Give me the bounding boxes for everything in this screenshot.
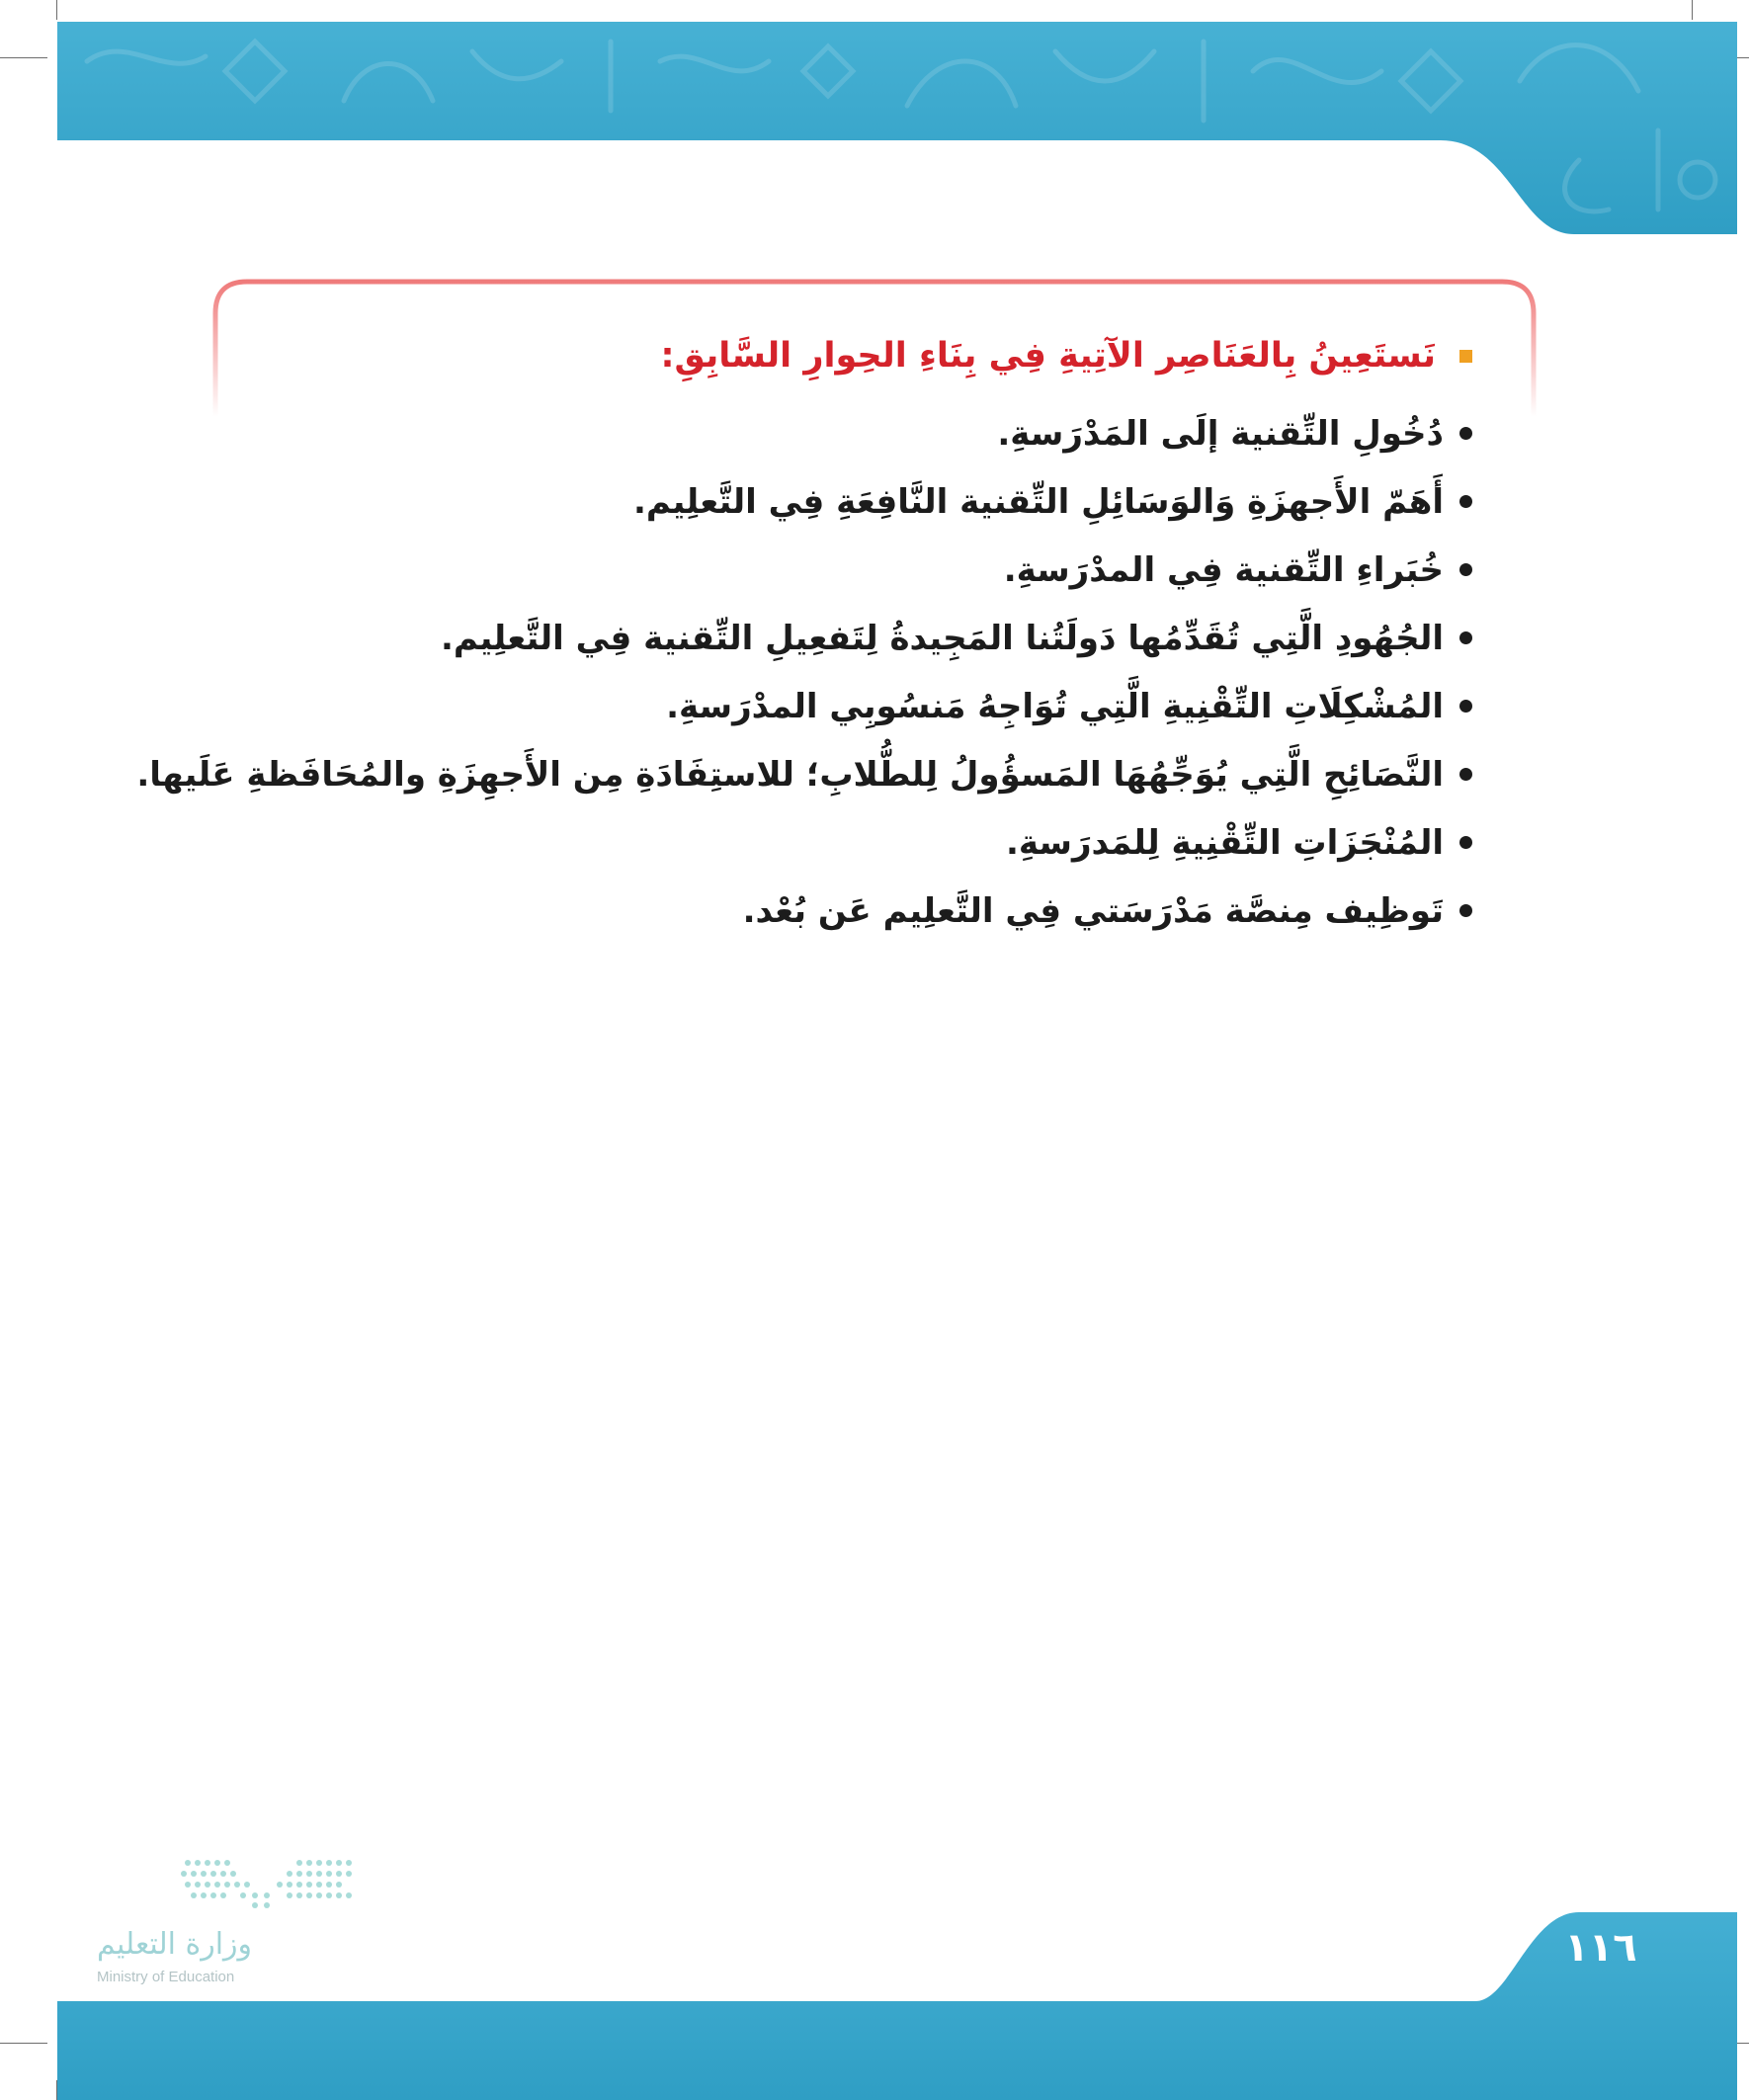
list-item xyxy=(296,877,1472,945)
lesson-content xyxy=(136,326,1472,945)
list-item-text: دُخُولِ التِّقنية إلَى المَدْرَسةِ. xyxy=(997,413,1444,454)
crop-mark xyxy=(0,2043,47,2044)
crop-mark xyxy=(56,0,57,20)
list-item xyxy=(296,672,1472,740)
bullet-icon xyxy=(1459,904,1472,917)
list-item-text: المُنْجَزَاتِ التِّقْنِيةِ لِلمَدرَسةِ. xyxy=(1005,822,1444,863)
points-list xyxy=(136,399,1472,945)
bullet-icon xyxy=(1459,631,1472,644)
list-item xyxy=(296,399,1472,467)
bullet-icon xyxy=(1459,427,1472,440)
bullet-icon xyxy=(1459,495,1472,508)
bullet-icon xyxy=(1459,563,1472,576)
square-bullet-icon xyxy=(1459,350,1472,363)
list-item-text: أَهَمّ الأَجهزَةِ وَالوَسَائِلِ التِّقنية النَّافِعَةِ فِي التَّعلِيم. xyxy=(632,481,1444,522)
ministry-name-arabic: وزارة التعليم xyxy=(97,1927,253,1962)
intro-heading-text: نَستَعِينُ بِالعَنَاصِر الآتِيةِ فِي بِنَاءِ الحِوارِ السَّابِقِ: xyxy=(660,336,1436,376)
list-item xyxy=(296,536,1472,604)
header-band xyxy=(57,22,1737,234)
page-number: ١١٦ xyxy=(1564,1925,1637,1971)
list-item-text: خُبَراءِ التِّقنية فِي المدْرَسةِ. xyxy=(1003,549,1444,590)
ministry-name-english: Ministry of Education xyxy=(97,1969,235,1985)
list-item xyxy=(296,604,1472,672)
list-item-text: تَوظِيف مِنصَّة مَدْرَسَتي فِي التَّعلِيم عَن بُعْد. xyxy=(742,890,1444,931)
bullet-icon xyxy=(1459,768,1472,781)
list-item xyxy=(136,740,1472,808)
list-item-text: الجُهُودِ الَّتِي تُقَدِّمُها دَولَتُنا المَجِيدةُ لِتَفعِيلِ التِّقنية فِي التَّعلِيم. xyxy=(440,618,1444,658)
crop-mark xyxy=(0,57,47,58)
bullet-icon xyxy=(1459,700,1472,713)
list-item-text: المُشْكِلَاتِ التِّقْنِيةِ الَّتِي تُوَاجِهُ مَنسُوبِي المدْرَسةِ. xyxy=(666,686,1444,726)
list-item xyxy=(296,808,1472,877)
list-item-text: النَّصَائِحِ الَّتِي يُوَجِّهُهَا المَسؤُولُ لِلطُّلابِ؛ للاستِفَادَةِ مِن الأَجهِزَةِ والمُحَافَظةِ عَلَيها. xyxy=(136,754,1444,795)
bullet-icon xyxy=(1459,836,1472,849)
crop-mark xyxy=(1692,0,1693,20)
list-item xyxy=(296,467,1472,536)
intro-heading xyxy=(296,326,1472,385)
